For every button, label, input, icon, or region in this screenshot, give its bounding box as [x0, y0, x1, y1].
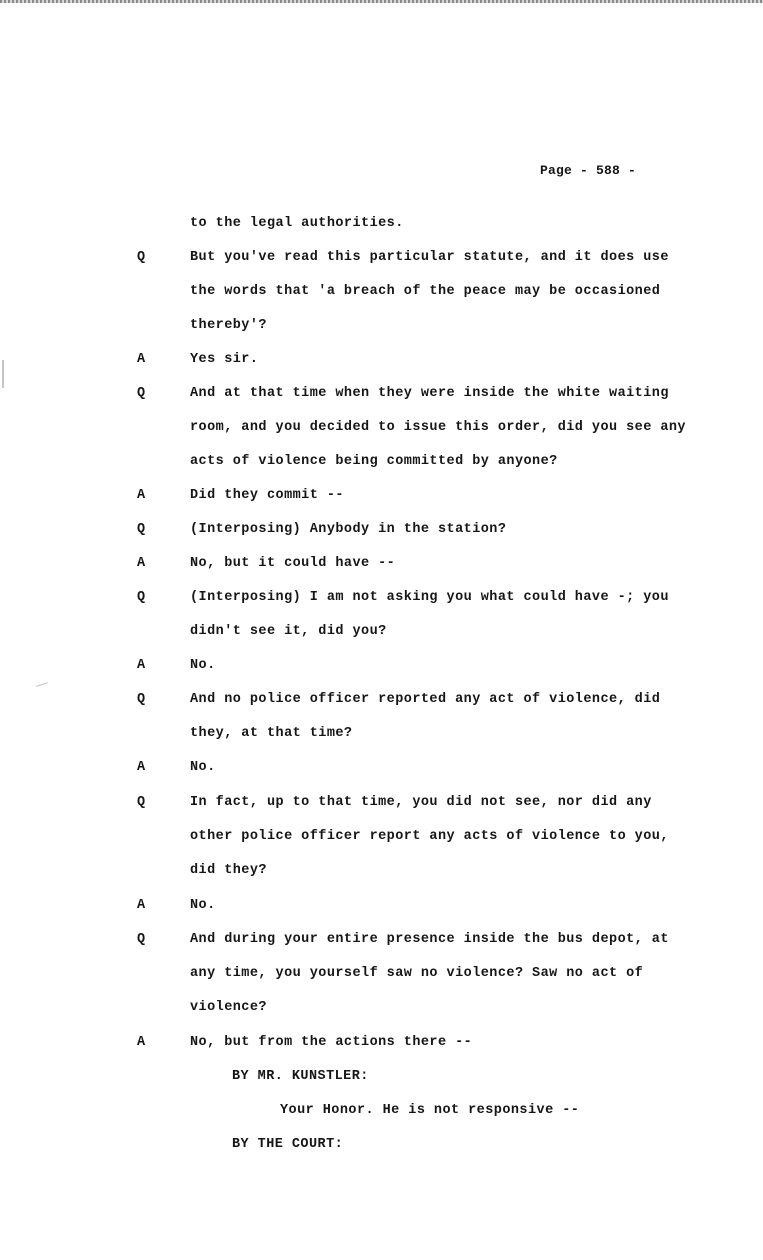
question-line: the words that 'a breach of the peace may be occasioned — [190, 284, 661, 299]
speaker-label-q: Q — [137, 522, 146, 537]
speaker-heading: BY THE COURT: — [232, 1137, 344, 1152]
page-number: Page - 588 - — [540, 163, 637, 178]
question-line: any time, you yourself saw no violence? Saw no act of — [190, 966, 644, 981]
speaker-label-a: A — [137, 556, 146, 571]
speaker-label-q: Q — [137, 932, 146, 947]
answer-line: Yes sir. — [190, 352, 259, 367]
question-line: room, and you decided to issue this order, did you see any — [190, 420, 686, 435]
question-line: violence? — [190, 1000, 267, 1015]
question-line: other police officer report any acts of violence to you, — [190, 829, 669, 844]
speaker-label-a: A — [137, 658, 146, 673]
answer-line: No, but it could have -- — [190, 556, 396, 571]
speaker-label-q: Q — [137, 386, 146, 401]
speech-line: Your Honor. He is not responsive -- — [280, 1103, 580, 1118]
answer-line: No, but from the actions there -- — [190, 1035, 473, 1050]
scan-margin-mark — [36, 682, 48, 687]
question-line: acts of violence being committed by anyone? — [190, 454, 558, 469]
speaker-label-a: A — [137, 488, 146, 503]
continuation-line: to the legal authorities. — [190, 216, 404, 231]
answer-line: Did they commit -- — [190, 488, 344, 503]
speaker-label-q: Q — [137, 250, 146, 265]
question-line: In fact, up to that time, you did not see, nor did any — [190, 795, 652, 810]
scan-margin-mark — [2, 360, 4, 388]
answer-line: No. — [190, 760, 216, 775]
speaker-label-a: A — [137, 1035, 146, 1050]
speaker-label-q: Q — [137, 590, 146, 605]
answer-line: No. — [190, 658, 216, 673]
speaker-label-a: A — [137, 760, 146, 775]
question-line: (Interposing) I am not asking you what could have -; you — [190, 590, 669, 605]
speaker-label-a: A — [137, 352, 146, 367]
question-line: did they? — [190, 863, 267, 878]
question-line: But you've read this particular statute, and it does use — [190, 250, 669, 265]
question-line: they, at that time? — [190, 726, 353, 741]
question-line: thereby'? — [190, 318, 267, 333]
question-line: And during your entire presence inside the bus depot, at — [190, 932, 669, 947]
question-line: And no police officer reported any act of violence, did — [190, 692, 661, 707]
speaker-label-q: Q — [137, 692, 146, 707]
question-line: didn't see it, did you? — [190, 624, 387, 639]
question-line: And at that time when they were inside the white waiting — [190, 386, 669, 401]
speaker-label-q: Q — [137, 795, 146, 810]
answer-line: No. — [190, 898, 216, 913]
question-line: (Interposing) Anybody in the station? — [190, 522, 507, 537]
speaker-heading: BY MR. KUNSTLER: — [232, 1069, 369, 1084]
speaker-label-a: A — [137, 898, 146, 913]
